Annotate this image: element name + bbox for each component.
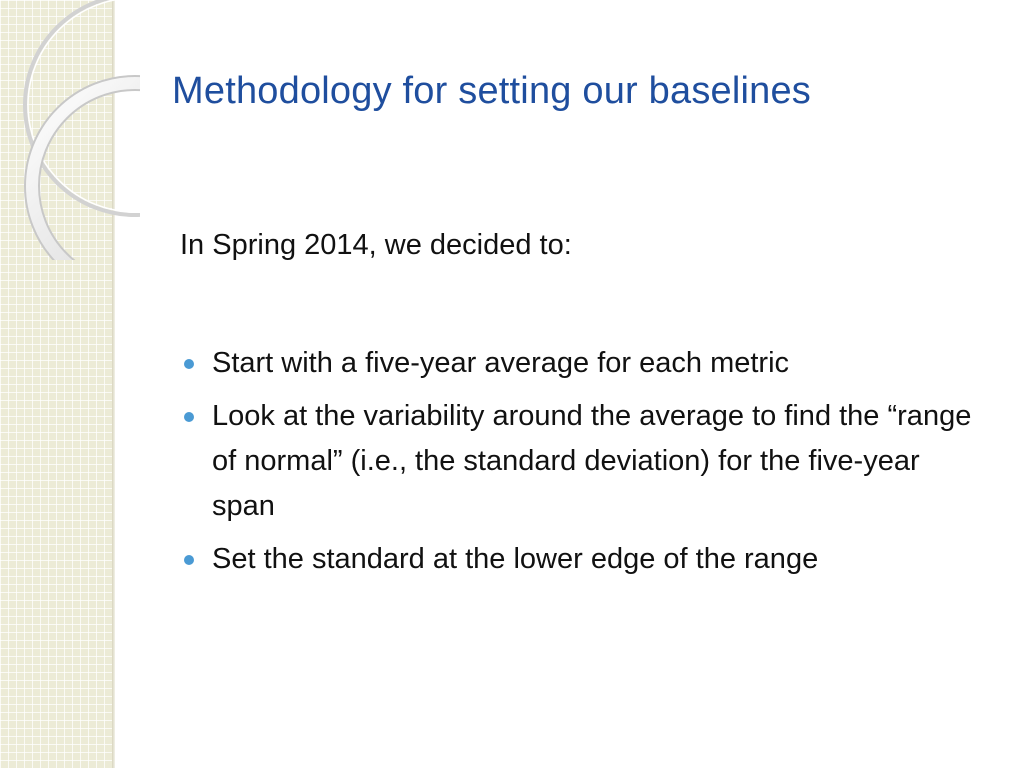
bullet-list [182, 341, 982, 590]
bullet-item [182, 394, 982, 529]
bullet-text: Look at the variability around the average to find the “range of normal” (i.e., the standard deviation) for the five-year span [212, 400, 972, 522]
bullet-dot-icon [184, 412, 194, 422]
bullet-item [182, 341, 982, 386]
bullet-dot-icon [184, 359, 194, 369]
upper-ring-highlight [28, 0, 140, 212]
upper-ring-shape [25, 0, 140, 215]
bullet-dot-icon [184, 555, 194, 565]
intro-text: In Spring 2014, we decided to: [180, 229, 572, 261]
bullet-text: Set the standard at the lower edge of the range [212, 543, 819, 575]
bullet-item [182, 537, 982, 582]
slide-title: Methodology for setting our baselines [172, 70, 812, 112]
bullet-text: Start with a five-year average for each metric [212, 347, 790, 379]
decorative-rings [0, 0, 140, 260]
